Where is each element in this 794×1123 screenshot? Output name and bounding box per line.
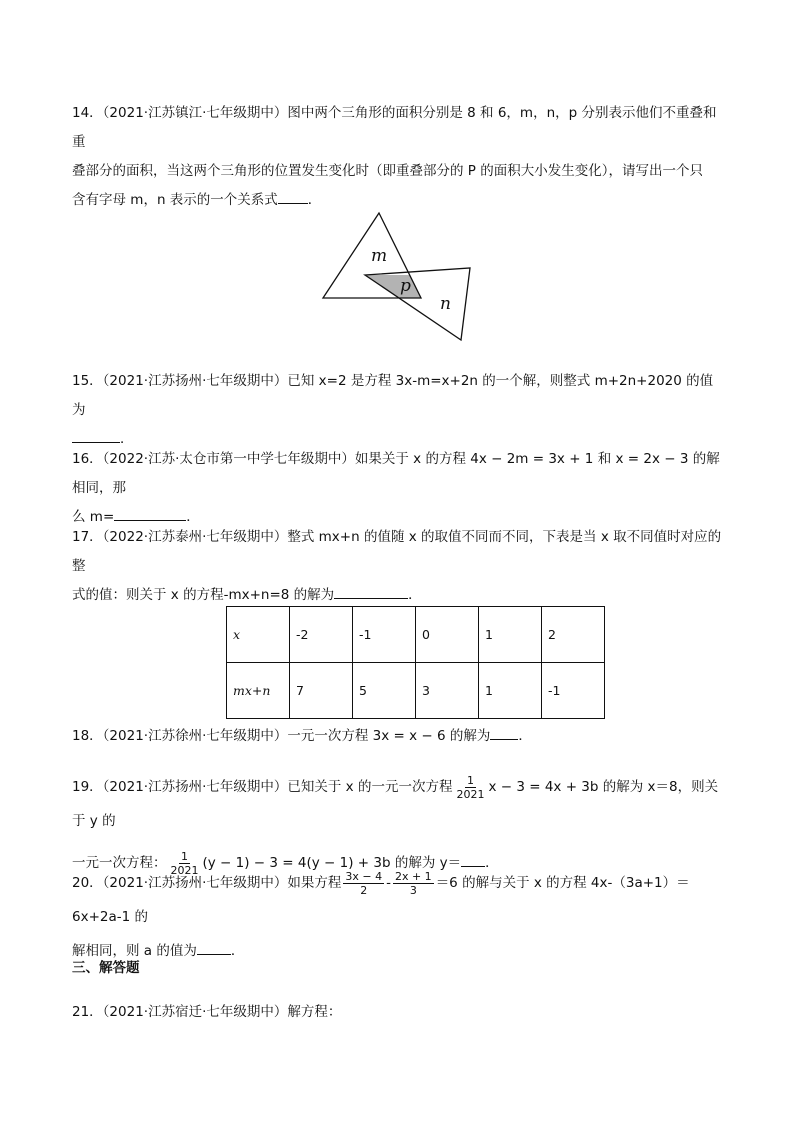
answer-blank (490, 725, 518, 740)
answer-blank (197, 940, 231, 955)
q15-line2: ． (72, 425, 724, 454)
fraction: $\frac{3x - 4}{2}$ (345, 869, 383, 897)
answer-blank (114, 506, 186, 521)
table-cell: 1 (479, 663, 542, 719)
question-20 (72, 866, 724, 968)
table-cell: 0 (416, 607, 479, 663)
q17-line1: 17．（2022·江苏泰州·七年级期中）整式 mx+n 的值随 x 的取值不同而不同，下表是当 x 取不同值时对应的整 (72, 529, 722, 574)
question-16 (72, 445, 724, 532)
fraction: $\frac{1}{2021}$ (170, 849, 199, 877)
q14-line1: 14．（2021·江苏镇江·七年级期中）图中两个三角形的面积分别是 8 和 6，m，n，p 分别表示他们不重叠和重 (72, 105, 717, 150)
label-m: m (371, 246, 388, 266)
fraction: $\frac{1}{2021}$ (456, 773, 485, 801)
q20-line1: 20．（2021·江苏扬州·七年级期中）如果方程 $\frac{3x - 4}{2}$ - $\frac{2x + 1}{3}$ ＝6 的解与关于 x 的方程 4x-（3a+1）＝6x+2a-1 的 (72, 869, 690, 925)
q14-line2: 叠部分的面积，当这两个三角形的位置发生变化时（即重叠部分的 P 的面积大小发生变化），请写出一个只 (72, 163, 703, 179)
q16-line2: 么 m= ． (72, 503, 724, 532)
question-18 (72, 722, 724, 751)
q17-line2: 式的值：则关于 x 的方程-mx+n=8 的解为 ． (72, 581, 724, 610)
table-cell: 3 (416, 663, 479, 719)
table-cell: -1 (542, 663, 605, 719)
q19-line1: 19．（2021·江苏扬州·七年级期中）已知关于 x 的一元一次方程 $\frac{1}{2021}$ x − 3 = 4x + 3b 的解为 x＝8，则关于 y 的 (72, 773, 719, 829)
question-17 (72, 523, 724, 610)
answer-blank (461, 852, 485, 867)
question-15 (72, 367, 724, 454)
label-p: p (400, 276, 411, 296)
value-table (226, 606, 605, 719)
question-21: 21．（2021·江苏宿迁·七年级期中）解方程： (72, 1004, 342, 1020)
table-cell: -2 (290, 607, 353, 663)
table-cell: 1 (479, 607, 542, 663)
q15-line1: 15．（2021·江苏扬州·七年级期中）已知 x=2 是方程 3x-m=x+2n 的一个解，则整式 m+2n+2020 的值为 (72, 373, 714, 418)
answer-blank (278, 189, 308, 204)
table-cell: -1 (353, 607, 416, 663)
table-cell: 7 (290, 663, 353, 719)
table-cell: 5 (353, 663, 416, 719)
answer-blank (72, 428, 120, 443)
question-14 (72, 99, 724, 215)
answer-blank (334, 584, 408, 599)
table-cell: mx+n (227, 663, 290, 719)
table-row (227, 607, 605, 663)
table-cell: x (227, 607, 290, 663)
section-heading: 三、解答题 (72, 960, 140, 976)
table-cell: 2 (542, 607, 605, 663)
fraction: $\frac{2x + 1}{3}$ (394, 869, 432, 897)
q14-line3: 含有字母 m，n 表示的一个关系式 ． (72, 186, 724, 215)
q18-line: 18．（2021·江苏徐州·七年级期中）一元一次方程 3x = x − 6 的解为 ． (72, 722, 724, 751)
q19-line2: 一元一次方程： $\frac{1}{2021}$ (y − 1) − 3 = 4(y − 1) + 3b 的解为 y＝ ． (72, 849, 499, 877)
question-19 (72, 770, 724, 880)
table-row (227, 663, 605, 719)
label-n: n (440, 294, 451, 314)
q16-line1: 16．（2022·江苏·太仓市第一中学七年级期中）如果关于 x 的方程 4x − 2m = 3x + 1 和 x = 2x − 3 的解相同，那 (72, 451, 720, 496)
q20-line2: 解相同，则 a 的值为 ． (72, 934, 724, 968)
overlapping-triangles-figure (318, 210, 478, 344)
